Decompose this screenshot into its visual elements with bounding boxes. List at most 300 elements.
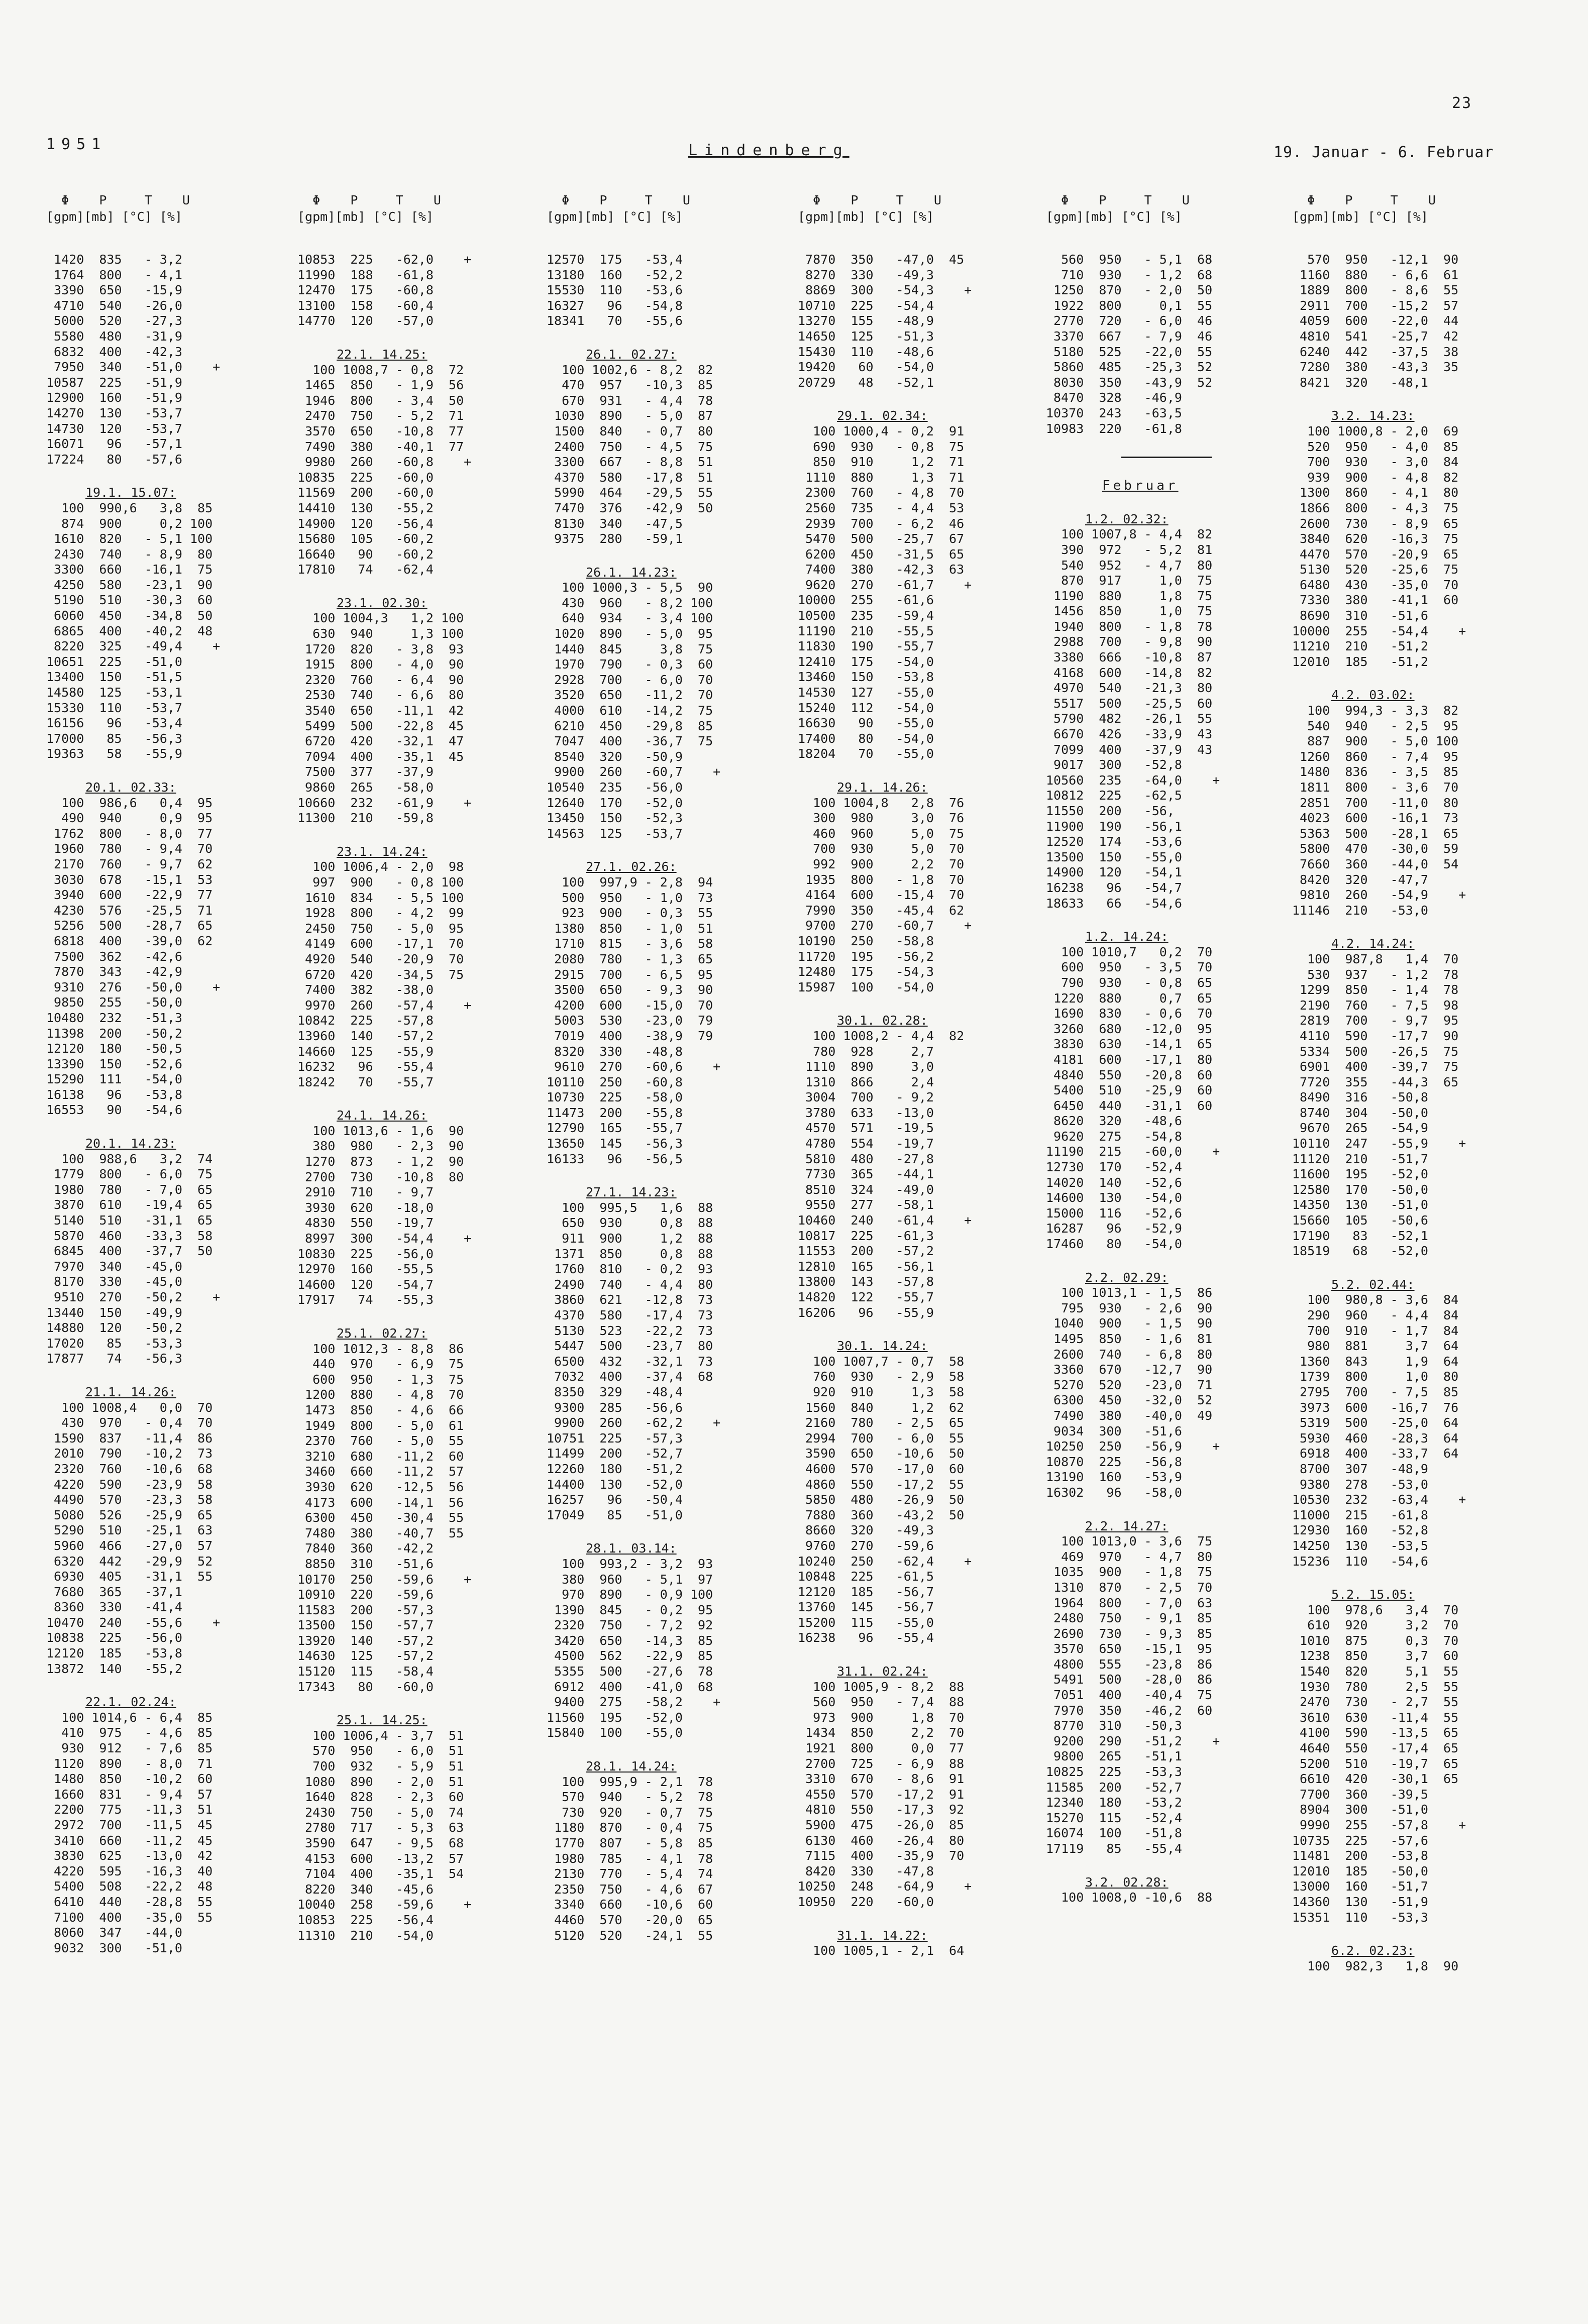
ascent-heading: 23.1. 14.24: xyxy=(337,844,428,859)
data-row: 13760 145 -56,7 xyxy=(798,1600,934,1615)
data-row: 7104 400 -35,1 54 xyxy=(297,1866,464,1882)
data-row: 5270 520 -23,0 71 xyxy=(1046,1377,1213,1392)
data-row: 1921 800 0,0 77 xyxy=(798,1741,965,1756)
ascent-heading: 28.1. 14.24: xyxy=(586,1759,677,1774)
data-row: 5355 500 -27,6 78 xyxy=(547,1664,713,1679)
data-row: 100 1012,3 - 8,8 86 xyxy=(297,1341,464,1356)
data-row: 15200 115 -55,0 xyxy=(798,1615,934,1630)
data-row: 4780 554 -19,7 xyxy=(798,1136,934,1151)
ascent-heading: 19.1. 15.07: xyxy=(85,485,176,500)
data-row: 5860 485 -25,3 52 xyxy=(1046,360,1213,375)
data-row: 2988 700 - 9,8 90 xyxy=(1046,634,1213,649)
data-row: 3420 650 -14,3 85 xyxy=(547,1633,713,1648)
data-row: 14530 127 -55,0 xyxy=(798,685,934,700)
ascent-heading: 5.2. 02.44: xyxy=(1331,1277,1415,1292)
data-row: 1465 850 - 1,9 56 xyxy=(297,378,464,393)
data-row: 12010 185 -51,2 xyxy=(1292,654,1428,669)
data-row: 16640 90 -60,2 xyxy=(297,546,434,562)
data-row: 1110 890 3,0 xyxy=(798,1059,934,1074)
data-row: 9900 260 -60,7 + xyxy=(547,764,721,780)
data-row: 4149 600 -17,1 70 xyxy=(297,936,464,951)
data-row: 5517 500 -25,5 60 xyxy=(1046,696,1213,711)
data-row: 1030 890 - 5,0 87 xyxy=(547,408,713,423)
data-row: 6300 450 -32,0 52 xyxy=(1046,1393,1213,1408)
data-row: 100 1004,8 2,8 76 xyxy=(798,795,965,810)
data-row: 17460 80 -54,0 xyxy=(1046,1237,1182,1252)
data-row: 9620 270 -61,7 + xyxy=(798,577,972,592)
ascent-heading: 31.1. 14.22: xyxy=(837,1928,928,1943)
data-row: 3570 650 -15,1 95 xyxy=(1046,1641,1213,1656)
data-row: 9760 270 -59,6 xyxy=(798,1538,934,1553)
data-row: 10540 235 -56,0 xyxy=(547,780,683,795)
ascent-heading: 27.1. 02.26: xyxy=(586,859,677,874)
data-row: 3210 680 -11,2 60 xyxy=(297,1449,464,1464)
data-row: 10910 220 -59,6 xyxy=(297,1587,434,1602)
data-row: 4860 550 -17,2 55 xyxy=(798,1477,965,1492)
data-row: 15351 110 -53,3 xyxy=(1292,1910,1428,1925)
data-row: 2700 730 -10,8 80 xyxy=(297,1169,464,1184)
data-row: 1930 780 2,5 55 xyxy=(1292,1679,1459,1694)
ascent-heading: 31.1. 02.24: xyxy=(837,1664,928,1679)
data-row: 11146 210 -53,0 xyxy=(1292,903,1428,918)
ascent-heading: 3.2. 02.28: xyxy=(1085,1874,1169,1890)
data-row: 5003 530 -23,0 79 xyxy=(547,1013,713,1028)
data-row: 7032 400 -37,4 68 xyxy=(547,1369,713,1384)
data-row: 10735 225 -57,6 xyxy=(1292,1833,1428,1848)
data-row: 1980 785 - 4,1 78 xyxy=(547,1851,713,1866)
data-row: 1940 800 - 1,8 78 xyxy=(1046,619,1213,634)
data-row: 7051 400 -40,4 75 xyxy=(1046,1688,1213,1703)
data-row: 570 940 - 5,2 78 xyxy=(547,1790,713,1805)
data-row: 11473 200 -55,8 xyxy=(547,1105,683,1120)
data-row: 7470 376 -42,9 50 xyxy=(547,500,713,515)
data-row: 5790 482 -26,1 55 xyxy=(1046,711,1213,726)
data-row: 5140 510 -31,1 65 xyxy=(46,1213,213,1228)
data-row: 8350 329 -48,4 xyxy=(547,1384,683,1399)
data-row: 100 995,5 1,6 88 xyxy=(547,1200,713,1215)
data-row: 1310 870 - 2,5 70 xyxy=(1046,1580,1213,1595)
ascent-heading: 5.2. 15.05: xyxy=(1331,1587,1415,1602)
data-row: 100 1013,1 - 1,5 86 xyxy=(1046,1285,1213,1300)
data-row: 1420 835 - 3,2 xyxy=(46,252,182,267)
data-row: 850 910 1,2 71 xyxy=(798,455,965,470)
data-row: 16257 96 -50,4 xyxy=(547,1492,683,1507)
data-row: 15236 110 -54,6 xyxy=(1292,1554,1428,1569)
data-row: 11560 195 -52,0 xyxy=(547,1710,683,1725)
data-row: 5850 480 -26,9 50 xyxy=(798,1492,965,1507)
data-row: 14650 125 -51,3 xyxy=(798,328,934,344)
data-row: 15270 115 -52,4 xyxy=(1046,1810,1182,1825)
data-row: 9375 280 -59,1 xyxy=(547,531,683,546)
data-row: 2370 760 - 5,0 55 xyxy=(297,1433,464,1449)
data-row: 1928 800 - 4,2 99 xyxy=(297,906,464,921)
data-row: 1500 840 - 0,7 80 xyxy=(547,423,713,438)
data-row: 1260 860 - 7,4 95 xyxy=(1292,749,1459,764)
data-row: 15530 110 -53,6 xyxy=(547,283,683,298)
data-row: 100 994,3 - 3,3 82 xyxy=(1292,703,1459,718)
data-row: 8660 320 -49,3 xyxy=(798,1523,934,1538)
data-row: 997 900 - 0,8 100 xyxy=(297,874,464,890)
data-row: 18633 66 -54,6 xyxy=(1046,896,1182,911)
data-row: 5491 500 -28,0 86 xyxy=(1046,1672,1213,1687)
data-row: 5000 520 -27,3 xyxy=(46,313,182,328)
data-row: 390 972 - 5,2 81 xyxy=(1046,542,1213,557)
data-row: 10660 232 -61,9 + xyxy=(297,795,472,810)
data-row: 15330 110 -53,7 xyxy=(46,700,182,715)
data-row: 7019 400 -38,9 79 xyxy=(547,1028,713,1043)
data-row: 1440 845 3,8 75 xyxy=(547,641,713,656)
data-row: 980 881 3,7 64 xyxy=(1292,1339,1459,1354)
data-row: 3360 670 -12,7 90 xyxy=(1046,1362,1213,1377)
data-row: 3590 647 - 9,5 68 xyxy=(297,1836,464,1850)
data-row: 1720 820 - 3,8 93 xyxy=(297,641,464,656)
data-row: 2080 780 - 1,3 65 xyxy=(547,951,713,966)
data-row: 430 970 - 0,4 70 xyxy=(46,1415,213,1430)
data-row: 18341 70 -55,6 xyxy=(547,313,683,328)
data-row: 300 980 3,0 76 xyxy=(798,811,965,826)
data-row: 2200 775 -11,3 51 xyxy=(46,1802,213,1817)
data-row: 7099 400 -37,9 43 xyxy=(1046,742,1213,757)
data-row: 11569 200 -60,0 xyxy=(297,485,434,500)
data-row: 10500 235 -59,4 xyxy=(798,608,934,623)
data-row: 7840 360 -42,2 xyxy=(297,1541,434,1556)
data-row: 3300 667 - 8,8 51 xyxy=(547,455,713,470)
data-row: 1456 850 1,0 75 xyxy=(1046,604,1213,619)
data-row: 540 952 - 4,7 80 xyxy=(1046,558,1213,573)
data-row: 12260 180 -51,2 xyxy=(547,1461,683,1476)
data-row: 1610 820 - 5,1 100 xyxy=(46,531,213,546)
data-row: 5990 464 -29,5 55 xyxy=(547,485,713,500)
data-row: 3780 633 -13,0 xyxy=(798,1105,934,1120)
data-row: 12640 170 -52,0 xyxy=(547,795,683,810)
data-row: 4570 571 -19,5 xyxy=(798,1121,934,1136)
data-row: 2430 750 - 5,0 74 xyxy=(297,1805,464,1820)
data-row: 4110 590 -17,7 90 xyxy=(1292,1028,1459,1043)
data-row: 2972 700 -11,5 45 xyxy=(46,1818,213,1832)
data-row: 560 950 - 5,1 68 xyxy=(1046,252,1213,267)
month-heading: Februar xyxy=(1102,478,1179,494)
data-row: 3540 650 -11,1 42 xyxy=(297,703,464,718)
data-row: 1935 800 - 1,8 70 xyxy=(798,872,965,887)
data-row: 12970 160 -55,5 xyxy=(297,1262,434,1277)
data-row: 9800 265 -51,1 xyxy=(1046,1749,1182,1764)
data-row: 6320 442 -29,9 52 xyxy=(46,1554,213,1569)
data-row: 2320 760 - 6,4 90 xyxy=(297,672,464,687)
data-row: 380 960 - 5,1 97 xyxy=(547,1572,713,1587)
data-row: 2780 717 - 5,3 63 xyxy=(297,1820,464,1835)
data-row: 1760 810 - 0,2 93 xyxy=(547,1262,713,1277)
data-row: 5930 460 -28,3 64 xyxy=(1292,1430,1459,1446)
data-row: 5400 508 -22,2 48 xyxy=(46,1879,213,1894)
data-row: 380 980 - 2,3 90 xyxy=(297,1139,464,1154)
data-row: 12480 175 -54,3 xyxy=(798,964,934,979)
data-row: 16238 96 -55,4 xyxy=(798,1630,934,1645)
ascent-heading: 2.2. 02.29: xyxy=(1085,1270,1169,1285)
data-row: 4550 570 -17,2 91 xyxy=(798,1787,965,1802)
data-row: 4810 550 -17,3 92 xyxy=(798,1802,965,1817)
data-row: 4059 600 -22,0 44 xyxy=(1292,313,1459,328)
data-row: 1770 807 - 5,8 85 xyxy=(547,1836,713,1850)
data-row: 8850 310 -51,6 xyxy=(297,1556,434,1571)
data-row: 3370 667 - 7,9 46 xyxy=(1046,328,1213,344)
data-row: 10838 225 -56,0 xyxy=(46,1630,182,1645)
data-row: 2130 770 - 5,4 74 xyxy=(547,1866,713,1882)
data-row: 5080 526 -25,9 65 xyxy=(46,1507,213,1522)
data-row: 7500 377 -37,9 xyxy=(297,764,434,780)
data-row: 100 1005,9 - 8,2 88 xyxy=(798,1679,965,1694)
data-row: 8420 320 -47,7 xyxy=(1292,872,1428,887)
data-row: 2300 760 - 4,8 70 xyxy=(798,485,965,500)
data-row: 10825 225 -53,3 xyxy=(1046,1764,1182,1780)
data-row: 13100 158 -60,4 xyxy=(297,298,434,313)
data-row: 10983 220 -61,8 xyxy=(1046,421,1182,436)
column-units: [gpm][mb] [°C] [%] xyxy=(297,209,434,224)
data-row: 2928 700 - 6,0 70 xyxy=(547,672,713,687)
data-row: 18242 70 -55,7 xyxy=(297,1074,434,1089)
column-symbols: Φ P T U xyxy=(1292,193,1436,207)
data-row: 4164 600 -15,4 70 xyxy=(798,888,965,903)
data-row: 17020 85 -53,3 xyxy=(46,1336,182,1351)
data-row: 15000 116 -52,6 xyxy=(1046,1205,1182,1221)
data-row: 14900 120 -54,1 xyxy=(1046,865,1182,880)
data-row: 15987 100 -54,0 xyxy=(798,979,934,994)
data-row: 3410 660 -11,2 45 xyxy=(46,1833,213,1848)
data-row: 8360 330 -41,4 xyxy=(46,1600,182,1615)
data-row: 14630 125 -57,2 xyxy=(297,1648,434,1664)
data-row: 4200 600 -15,0 70 xyxy=(547,998,713,1013)
data-row: 4500 562 -22,9 85 xyxy=(547,1648,713,1664)
data-row: 1640 828 - 2,3 60 xyxy=(297,1790,464,1805)
data-row: 16238 96 -54,7 xyxy=(1046,880,1182,895)
data-row: 1390 845 - 0,2 95 xyxy=(547,1602,713,1617)
data-row: 100 1004,3 1,2 100 xyxy=(297,611,464,626)
data-row: 1915 800 - 4,0 90 xyxy=(297,657,464,672)
column-header xyxy=(798,192,1034,252)
data-row: 430 960 - 8,2 100 xyxy=(547,595,713,610)
data-row: 4153 600 -13,2 57 xyxy=(297,1851,464,1866)
data-row: 13190 160 -53,9 xyxy=(1046,1470,1182,1485)
data-row: 4830 550 -19,7 xyxy=(297,1215,434,1231)
data-row: 12930 160 -52,8 xyxy=(1292,1523,1428,1538)
data-row: 14360 130 -51,9 xyxy=(1292,1894,1428,1909)
data-row: 5334 500 -26,5 75 xyxy=(1292,1044,1459,1059)
data-row: 17119 85 -55,4 xyxy=(1046,1841,1182,1856)
data-row: 13500 150 -55,0 xyxy=(1046,849,1182,864)
data-row: 14020 140 -52,6 xyxy=(1046,1175,1182,1190)
data-row: 5470 500 -25,7 67 xyxy=(798,531,965,546)
data-row: 8620 320 -48,6 xyxy=(1046,1114,1182,1129)
data-row: 1739 800 1,0 80 xyxy=(1292,1369,1459,1384)
data-row: 5800 470 -30,0 59 xyxy=(1292,841,1459,856)
data-row: 6610 420 -30,1 65 xyxy=(1292,1772,1459,1787)
data-row: 3840 620 -16,3 75 xyxy=(1292,531,1459,546)
data-row: 4810 541 -25,7 42 xyxy=(1292,328,1459,344)
data-row: 2450 750 - 5,0 95 xyxy=(297,921,464,936)
data-row: 530 937 - 1,2 78 xyxy=(1292,967,1459,982)
data-row: 410 975 - 4,6 85 xyxy=(46,1725,213,1740)
data-row: 10651 225 -51,0 xyxy=(46,654,182,669)
column-units: [gpm][mb] [°C] [%] xyxy=(46,209,182,224)
column-symbols: Φ P T U xyxy=(1046,193,1190,207)
data-row: 100 988,6 3,2 74 xyxy=(46,1151,213,1166)
data-row: 15680 105 -60,2 xyxy=(297,531,434,546)
data-row: 6500 432 -32,1 73 xyxy=(547,1354,713,1369)
data-row: 3520 650 -11,2 70 xyxy=(547,688,713,703)
data-row: 100 1008,4 0,0 70 xyxy=(46,1400,213,1415)
data-row: 8130 340 -47,5 xyxy=(547,516,683,531)
data-row: 6845 400 -37,7 50 xyxy=(46,1244,213,1259)
data-row: 3260 680 -12,0 95 xyxy=(1046,1021,1213,1036)
data-row: 7330 380 -41,1 60 xyxy=(1292,593,1459,608)
data-row: 2770 720 - 6,0 46 xyxy=(1046,313,1213,328)
data-row: 12900 160 -51,9 xyxy=(46,390,182,405)
data-row: 9860 265 -58,0 xyxy=(297,780,434,795)
data-row: 17400 80 -54,0 xyxy=(798,731,934,746)
data-row: 1180 870 - 0,4 75 xyxy=(547,1820,713,1835)
data-row: 16206 96 -55,9 xyxy=(798,1305,934,1320)
data-row: 15660 105 -50,6 xyxy=(1292,1213,1428,1228)
ascent-heading: 25.1. 14.25: xyxy=(337,1713,428,1728)
data-row: 18204 70 -55,0 xyxy=(798,746,934,761)
data-row: 6918 400 -33,7 64 xyxy=(1292,1446,1459,1461)
data-row: 100 1000,4 - 0,2 91 xyxy=(798,423,965,438)
data-row: 18519 68 -52,0 xyxy=(1292,1244,1428,1259)
data-row: 1035 900 - 1,8 75 xyxy=(1046,1565,1213,1580)
data-row: 2911 700 -15,2 57 xyxy=(1292,298,1459,313)
data-row: 12570 175 -53,4 xyxy=(547,252,683,267)
data-row: 2470 730 - 2,7 55 xyxy=(1292,1695,1459,1710)
data-row: 700 932 - 5,9 51 xyxy=(297,1759,464,1774)
data-row: 10250 250 -56,9 + xyxy=(1046,1439,1220,1454)
data-row: 1946 800 - 3,4 50 xyxy=(297,393,464,408)
data-row: 4168 600 -14,8 82 xyxy=(1046,665,1213,680)
data-row: 15840 100 -55,0 xyxy=(547,1725,683,1740)
data-row: 12790 165 -55,7 xyxy=(547,1121,683,1136)
data-row: 13650 145 -56,3 xyxy=(547,1136,683,1151)
data-row: 12470 175 -60,8 xyxy=(297,283,434,298)
data-row: 8470 328 -46,9 xyxy=(1046,390,1182,405)
data-row: 9300 285 -56,6 xyxy=(547,1400,683,1415)
data-row: 520 950 - 4,0 85 xyxy=(1292,439,1459,454)
data-row: 469 970 - 4,7 80 xyxy=(1046,1549,1213,1564)
data-row: 4220 595 -16,3 40 xyxy=(46,1863,213,1878)
data-row: 100 1000,3 - 5,5 90 xyxy=(547,580,713,595)
data-row: 4023 600 -16,1 73 xyxy=(1292,811,1459,826)
data-row: 4250 580 -23,1 90 xyxy=(46,577,213,592)
data-row: 7490 380 -40,0 49 xyxy=(1046,1408,1213,1423)
ascent-heading: 30.1. 02.28: xyxy=(837,1013,928,1028)
data-row: 14350 130 -51,0 xyxy=(1292,1197,1428,1212)
data-row: 2851 700 -11,0 80 xyxy=(1292,795,1459,810)
data-row: 3930 620 -18,0 xyxy=(297,1200,434,1215)
ascent-heading: 29.1. 14.26: xyxy=(837,780,928,795)
data-row: 8700 307 -48,9 xyxy=(1292,1461,1428,1476)
ascent-heading: 2.2. 14.27: xyxy=(1085,1518,1169,1533)
data-row: 1495 850 - 1,6 81 xyxy=(1046,1332,1213,1346)
data-row: 10710 225 -54,4 xyxy=(798,298,934,313)
data-row: 4640 550 -17,4 65 xyxy=(1292,1741,1459,1756)
data-row: 8690 310 -51,6 xyxy=(1292,608,1428,623)
data-row: 11550 200 -56, xyxy=(1046,804,1175,818)
data-row: 17810 74 -62,4 xyxy=(297,562,434,577)
data-row: 3300 660 -16,1 75 xyxy=(46,562,213,577)
data-row: 10000 255 -61,6 xyxy=(798,593,934,608)
data-row: 4220 590 -23,9 58 xyxy=(46,1477,213,1492)
data-row: 1889 800 - 8,6 55 xyxy=(1292,283,1459,298)
data-row: 9990 255 -57,8 + xyxy=(1292,1818,1466,1832)
data-row: 7680 365 -37,1 xyxy=(46,1584,182,1599)
data-row: 11585 200 -52,7 xyxy=(1046,1780,1182,1795)
data-row: 710 930 - 1,2 68 xyxy=(1046,267,1213,282)
data-row: 2560 735 - 4,4 53 xyxy=(798,500,965,515)
data-row: 14820 122 -55,7 xyxy=(798,1290,934,1304)
data-row: 14400 130 -52,0 xyxy=(547,1477,683,1492)
data-row: 12120 185 -56,7 xyxy=(798,1584,934,1599)
data-row: 2010 790 -10,2 73 xyxy=(46,1446,213,1461)
data-row: 7870 350 -47,0 45 xyxy=(798,252,965,267)
data-row: 11990 188 -61,8 xyxy=(297,267,434,282)
data-row: 5200 510 -19,7 65 xyxy=(1292,1756,1459,1771)
data-row: 16138 96 -53,8 xyxy=(46,1087,182,1102)
data-row: 3380 666 -10,8 87 xyxy=(1046,650,1213,665)
column-units: [gpm][mb] [°C] [%] xyxy=(1046,209,1182,224)
data-row: 13872 140 -55,2 xyxy=(46,1661,182,1676)
data-row: 8320 330 -48,8 xyxy=(547,1044,683,1059)
data-row: 11583 200 -57,3 xyxy=(297,1602,434,1617)
data-row: 1360 843 1,9 64 xyxy=(1292,1354,1459,1369)
data-row: 2915 700 - 6,5 95 xyxy=(547,967,713,982)
data-row: 20729 48 -52,1 xyxy=(798,375,934,390)
data-row: 13180 160 -52,2 xyxy=(547,267,683,282)
data-row: 5190 510 -30,3 60 xyxy=(46,593,213,608)
data-row: 3830 625 -13,0 42 xyxy=(46,1848,213,1863)
data-row: 1866 800 - 4,3 75 xyxy=(1292,500,1459,515)
data-row: 11210 210 -51,2 xyxy=(1292,639,1428,654)
data-row: 8060 347 -44,0 xyxy=(46,1925,182,1940)
column-header xyxy=(46,192,282,252)
station-title: Lindenberg xyxy=(688,142,850,159)
data-row: 15290 111 -54,0 xyxy=(46,1072,182,1087)
data-row: 16630 90 -55,0 xyxy=(798,716,934,731)
data-row: 650 930 0,8 88 xyxy=(547,1215,713,1231)
data-row: 1560 840 1,2 62 xyxy=(798,1400,965,1415)
data-row: 9510 270 -50,2 + xyxy=(46,1290,221,1304)
data-row: 10848 225 -61,5 xyxy=(798,1569,934,1584)
data-row: 14660 125 -55,9 xyxy=(297,1044,434,1059)
data-row: 3390 650 -15,9 xyxy=(46,283,182,298)
data-row: 6832 400 -42,3 xyxy=(46,344,182,359)
data-row: 2700 725 - 6,9 88 xyxy=(798,1756,965,1771)
data-row: 11190 210 -55,5 xyxy=(798,623,934,638)
data-row: 12810 165 -56,1 xyxy=(798,1259,934,1274)
data-row: 6480 430 -35,0 70 xyxy=(1292,577,1459,592)
data-row: 9700 270 -60,7 + xyxy=(798,918,972,933)
data-row: 1949 800 - 5,0 61 xyxy=(297,1418,464,1433)
data-row: 6240 442 -37,5 38 xyxy=(1292,344,1459,359)
data-row: 2480 750 - 9,1 85 xyxy=(1046,1611,1213,1626)
data-row: 9810 260 -54,9 + xyxy=(1292,888,1466,903)
data-row: 5447 500 -23,7 80 xyxy=(547,1339,713,1354)
data-row: 1371 850 0,8 88 xyxy=(547,1246,713,1261)
data-row: 3340 660 -10,6 60 xyxy=(547,1897,713,1912)
data-row: 14880 120 -50,2 xyxy=(46,1320,182,1336)
data-row: 5960 466 -27,0 57 xyxy=(46,1538,213,1553)
data-row: 3500 650 - 9,3 90 xyxy=(547,982,713,998)
data-row: 6130 460 -26,4 80 xyxy=(798,1833,965,1848)
column-symbols: Φ P T U xyxy=(297,193,441,207)
data-row: 14410 130 -55,2 xyxy=(297,500,434,515)
data-row: 780 928 2,7 xyxy=(798,1044,934,1059)
